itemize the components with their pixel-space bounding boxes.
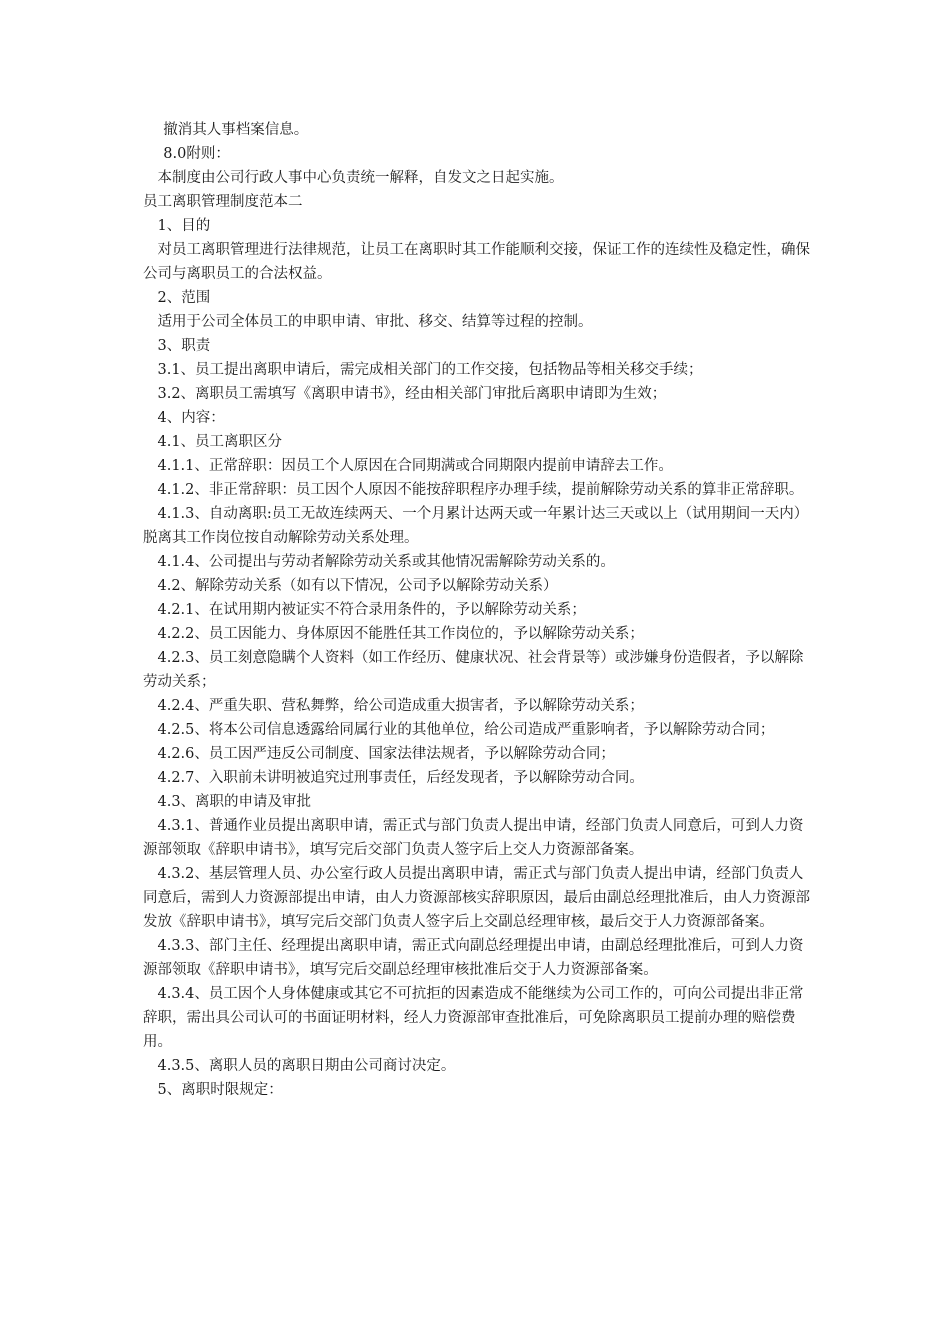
document-paragraph: 4.3.3、部门主任、经理提出离职申请，需正式向副总经理提出申请，由副总经理批准后，可到人力资源部领取《辞职申请书》，填写完后交副总经理审核批准后交于人力资源部备案。 (143, 938, 804, 978)
document-paragraph: 4.1.1、正常辞职：因员工个人原因在合同期满或合同期限内提前申请辞去工作。 (157, 458, 673, 474)
document-paragraph: 3、职责 (157, 338, 211, 354)
document-paragraph: 对员工离职管理进行法律规范，让员工在离职时其工作能顺利交接，保证工作的连续性及稳定性，确保公司与离职员工的合法权益。 (143, 242, 810, 282)
document-paragraph: 4.1.2、非正常辞职：员工因个人原因不能按辞职程序办理手续，提前解除劳动关系的算非正常辞职。 (157, 482, 804, 498)
document-paragraph: 4.2.3、员工刻意隐瞒个人资料（如工作经历、健康状况、社会背景等）或涉嫌身份造假者，予以解除劳动关系； (143, 650, 804, 690)
document-paragraph: 4.1.3、自动离职:员工无故连续两天、一个月累计达两天或一年累计达三天或以上（试用期间一天内）脱离其工作岗位按自动解除劳动关系处理。 (143, 506, 809, 546)
document-paragraph: 4.2.2、员工因能力、身体原因不能胜任其工作岗位的，予以解除劳动关系； (157, 626, 644, 642)
document-paragraph: 4.3.1、普通作业员提出离职申请，需正式与部门负责人提出申请，经部门负责人同意后，可到人力资源部领取《辞职申请书》，填写完后交部门负责人签字后上交人力资源部备案。 (143, 818, 804, 858)
document-paragraph: 4.3.5、离职人员的离职日期由公司商讨决定。 (157, 1058, 456, 1074)
document-paragraph: 4.3.4、员工因个人身体健康或其它不可抗拒的因素造成不能继续为公司工作的，可向公司提出非正常辞职，需出具公司认可的书面证明材料，经人力资源部审查批准后，可免除离职员工提前办理的赔偿费用。 (143, 986, 804, 1050)
document-paragraph: 适用于公司全体员工的申职申请、审批、移交、结算等过程的控制。 (157, 314, 593, 330)
document-paragraph: 4、内容： (157, 410, 225, 426)
document-paragraph: 1、目的 (157, 218, 211, 234)
document-paragraph: 4.3、离职的申请及审批 (157, 794, 312, 810)
document-body (143, 118, 813, 1102)
document-paragraph: 4.2.7、入职前未讲明被追究过刑事责任，后经发现者，予以解除劳动合同。 (157, 770, 644, 786)
document-paragraph: 4.2.4、严重失职、营私舞弊，给公司造成重大损害者，予以解除劳动关系； (157, 698, 644, 714)
document-paragraph: 2、范围 (157, 290, 211, 306)
document-paragraph: 3.1、员工提出离职申请后，需完成相关部门的工作交接，包括物品等相关移交手续； (157, 362, 703, 378)
document-paragraph: 4.2、解除劳动关系（如有以下情况，公司予以解除劳动关系） (157, 578, 558, 594)
document-paragraph: 5、离职时限规定： (157, 1082, 283, 1098)
document-paragraph: 撤消其人事档案信息。 (163, 122, 309, 138)
document-paragraph: 8.0附则： (163, 146, 230, 162)
document-paragraph: 本制度由公司行政人事中心负责统一解释，自发文之日起实施。 (157, 170, 564, 186)
document-paragraph: 4.3.2、基层管理人员、办公室行政人员提出离职申请，需正式与部门负责人提出申请，经部门负责人同意后，需到人力资源部提出申请，由人力资源部核实辞职原因，最后由副总经理批准后，由人力资源部发放《辞职申请书》，填写完后交部门负责人签字后上交副总经理审核，最后交于人力资源部备案。 (143, 866, 810, 930)
document-paragraph: 4.2.1、在试用期内被证实不符合录用条件的，予以解除劳动关系； (157, 602, 586, 618)
document-paragraph: 3.2、离职员工需填写《离职申请书》，经由相关部门审批后离职申请即为生效； (157, 386, 667, 402)
document-paragraph: 4.1.4、公司提出与劳动者解除劳动关系或其他情况需解除劳动关系的。 (157, 554, 615, 570)
document-paragraph: 4.2.5、将本公司信息透露给同属行业的其他单位，给公司造成严重影响者，予以解除劳动合同； (157, 722, 775, 738)
document-paragraph: 4.2.6、员工因严违反公司制度、国家法律法规者，予以解除劳动合同； (157, 746, 615, 762)
document-paragraph: 4.1、员工离职区分 (157, 434, 283, 450)
document-paragraph: 员工离职管理制度范本二 (143, 194, 303, 210)
